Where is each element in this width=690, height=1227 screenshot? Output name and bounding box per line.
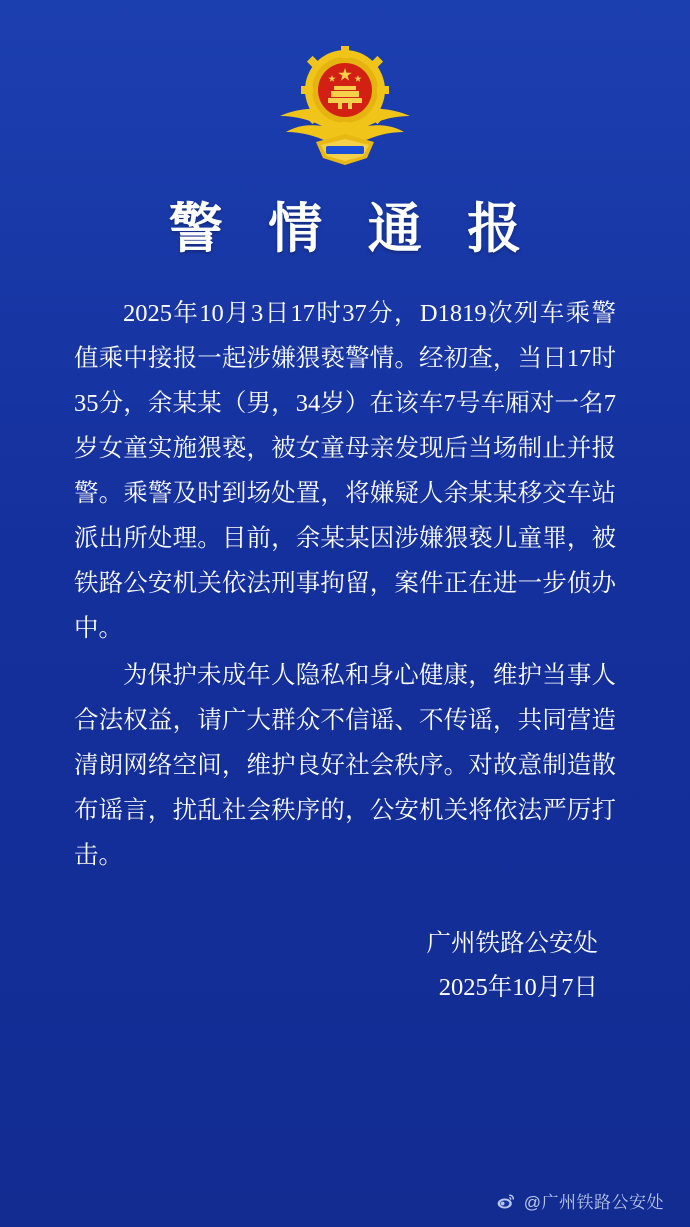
notice-paragraph-2: 为保护未成年人隐私和身心健康，维护当事人合法权益，请广大群众不信谣、不传谣，共同营造清朗网络空间，维护良好社会秩序。对故意制造散布谣言，扰乱社会秩序的，公安机关将依法严厉打击。: [74, 662, 616, 869]
footer-account-name: @广州铁路公安处: [523, 1193, 664, 1212]
footer-watermark: [0, 1188, 690, 1213]
page-title: 警 情 通 报: [168, 199, 538, 259]
weibo-icon: [496, 1191, 516, 1211]
china-police-emblem-icon: [270, 46, 420, 168]
signature-block: [0, 922, 598, 1010]
emblem-container: [0, 0, 690, 168]
notice-paragraph-1: 2025年10月3日17时37分，D1819次列车乘警值乘中接报一起涉嫌猥亵警情。经初查，当日17时35分，余某某（男，34岁）在该车7号车厢对一名7岁女童实施猥亵，被女童母亲发现后当场制止并报警。乘警及时到场处置，将嫌疑人余某某移交车站派出所处理。目前，余某某因涉嫌猥亵儿童罪，被铁路公安机关依法刑事拘留，案件正在进一步侦办中。: [74, 300, 616, 642]
signature-date: 2025年10月7日: [438, 974, 598, 1001]
notice-body: [74, 291, 616, 878]
signature-organization: 广州铁路公安处: [426, 930, 598, 957]
